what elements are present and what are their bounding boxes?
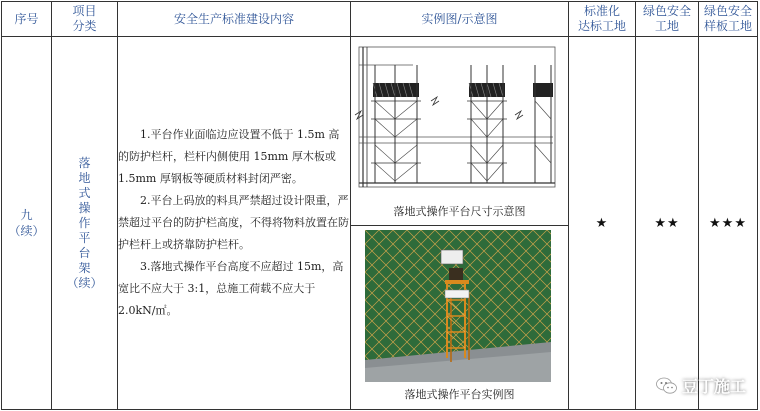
photo-panel <box>351 226 568 409</box>
header-seq: 序号 <box>2 2 52 37</box>
table-row <box>2 37 758 410</box>
category-char: 台 <box>78 245 91 260</box>
content-paragraph-2: 2.平台上码放的料具严禁超过设计限重，严禁超过平台的防护栏高度，不得将物料放置在防护栏杆上或挤靠防护栏杆。 <box>118 194 349 251</box>
header-example: 实例图/示意图 <box>351 2 569 37</box>
category-char: 架 <box>78 260 91 275</box>
category-char: 地 <box>78 170 91 185</box>
watermark-text: 豆丁施工 <box>681 377 746 396</box>
photo-caption: 落地式操作平台实例图 <box>404 388 515 401</box>
standards-table <box>1 1 758 410</box>
header-row <box>2 2 758 37</box>
row-content <box>118 37 351 410</box>
header-green-site: 绿色安全 工地 <box>636 2 699 37</box>
header-model-site: 绿色安全 样板工地 <box>699 2 758 37</box>
row-examples <box>351 37 569 410</box>
category-char: 式 <box>78 185 91 200</box>
category-char: 落 <box>78 155 91 170</box>
header-category: 项目 分类 <box>52 2 118 37</box>
diagram-caption: 落地式操作平台尺寸示意图 <box>393 205 526 218</box>
rating-green-site: ★★ <box>636 37 699 410</box>
row-category <box>52 37 118 410</box>
rating-standard-site: ★ <box>569 37 636 410</box>
wechat-icon <box>656 377 678 395</box>
category-char: （续） <box>66 275 103 290</box>
row-seq: 九 （续） <box>2 37 52 410</box>
platform-photo-render <box>365 230 551 382</box>
category-char: 操 <box>78 200 91 215</box>
category-char: 作 <box>78 215 91 230</box>
rating-model-site: ★★★ <box>699 37 758 410</box>
platform-dimension-diagram <box>353 45 569 205</box>
watermark <box>656 374 746 397</box>
diagram-panel <box>351 37 568 226</box>
header-content: 安全生产标准建设内容 <box>118 2 351 37</box>
header-standard-site: 标准化 达标工地 <box>569 2 636 37</box>
category-char: 平 <box>78 230 91 245</box>
content-paragraph-3: 3.落地式操作平台高度不应超过 15m，高宽比不应大于 3:1，总施工荷载不应大于 2.0kN/㎡。 <box>118 260 344 317</box>
content-paragraph-1: 1.平台作业面临边应设置不低于 1.5m 高的防护栏杆，栏杆内侧使用 15mm 厚木板或 1.5mm 厚钢板等硬质材料封闭严密。 <box>118 128 340 185</box>
